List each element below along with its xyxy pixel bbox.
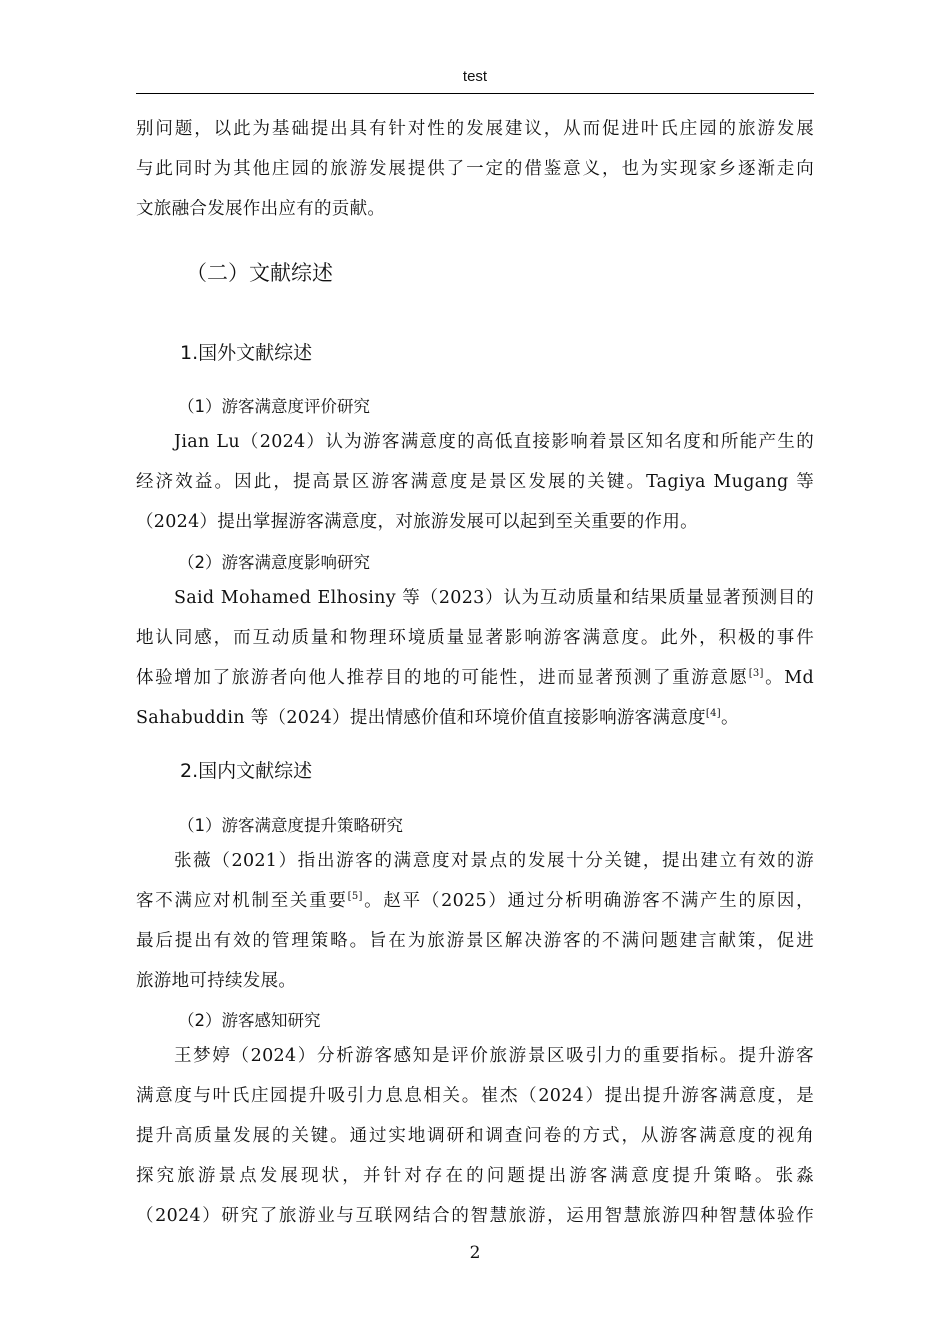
running-header: test: [462, 68, 488, 85]
citation-ref: [4]: [705, 708, 721, 719]
paragraph-line: 别问题，以此为基础提出具有针对性的发展建议，从而促进叶氏庄园的旅游发展: [136, 119, 814, 139]
paragraph-line: [136, 698, 814, 738]
paragraph-line: 满意度与叶氏庄园提升吸引力息息相关。崔杰（2024）提出提升游客满意度，是: [136, 1086, 814, 1106]
paragraph-line: 张薇（2021）指出游客的满意度对景点的发展十分关键，提出建立有效的游: [174, 851, 814, 871]
text-run: Sahabuddin 等（2024）提出情感价值和环境价值直接影响游客满意度: [136, 708, 706, 728]
paragraph-line: Jian Lu（2024）认为游客满意度的高低直接影响着景区知名度和所能产生的: [174, 432, 814, 452]
paragraph-line: [136, 658, 814, 698]
intro-paragraph: [136, 109, 814, 229]
paragraph-line: 经济效益。因此，提高景区游客满意度是景区发展的关键。Tagiya Mugang 等: [136, 472, 814, 492]
paragraph-line: Said Mohamed Elhosiny 等（2023）认为互动质量和结果质量显著预测目的: [174, 588, 814, 608]
text-run: 体验增加了旅游者向他人推荐目的地的可能性，进而显著预测了重游意愿: [136, 668, 749, 688]
foreign-influence-paragraph: [136, 578, 814, 738]
section-heading: （二）文献综述: [186, 261, 333, 285]
text-run: 客不满应对机制至关重要: [136, 891, 348, 911]
subsection-heading-domestic: 2.国内文献综述: [180, 760, 313, 782]
paragraph-line: [136, 881, 814, 921]
paragraph-line: （2024）提出掌握游客满意度，对旅游发展可以起到至关重要的作用。: [136, 512, 698, 532]
topic-heading: （1）游客满意度提升策略研究: [178, 816, 403, 835]
paragraph-line: 与此同时为其他庄园的旅游发展提供了一定的借鉴意义，也为实现家乡逐渐走向: [136, 159, 814, 179]
text-run: 。Md: [763, 668, 814, 688]
paragraph-line: 探究旅游景点发展现状，并针对存在的问题提出游客满意度提升策略。张淼: [136, 1166, 814, 1186]
citation-ref: [5]: [347, 891, 363, 902]
domestic-perception-paragraph: [136, 1036, 814, 1236]
subsection-heading-foreign: 1.国外文献综述: [180, 342, 313, 364]
paragraph-line: 地认同感，而互动质量和物理环境质量显著影响游客满意度。此外，积极的事件: [136, 628, 814, 648]
paragraph-line: 旅游地可持续发展。: [136, 971, 297, 991]
foreign-satisfaction-paragraph: [136, 422, 814, 542]
paragraph-line: 王梦婷（2024）分析游客感知是评价旅游景区吸引力的重要指标。提升游客: [174, 1046, 814, 1066]
paragraph-line: （2024）研究了旅游业与互联网结合的智慧旅游，运用智慧旅游四种智慧体验作: [136, 1206, 814, 1226]
citation-ref: [3]: [748, 668, 764, 679]
paragraph-line: 最后提出有效的管理策略。旨在为旅游景区解决游客的不满问题建言献策，促进: [136, 931, 814, 951]
domestic-strategy-paragraph: [136, 841, 814, 1001]
topic-heading: （2）游客感知研究: [178, 1011, 321, 1030]
topic-heading: （1）游客满意度评价研究: [178, 397, 370, 416]
paragraph-line: 文旅融合发展作出应有的贡献。: [136, 199, 386, 219]
topic-heading: （2）游客满意度影响研究: [178, 553, 370, 572]
header-rule: [136, 93, 814, 94]
paragraph-line: 提升高质量发展的关键。通过实地调研和调查问卷的方式，从游客满意度的视角: [136, 1126, 814, 1146]
page-number: 2: [469, 1243, 481, 1263]
text-run: 。赵平（2025）通过分析明确游客不满产生的原因，: [362, 891, 814, 911]
text-run: 。: [720, 708, 739, 728]
